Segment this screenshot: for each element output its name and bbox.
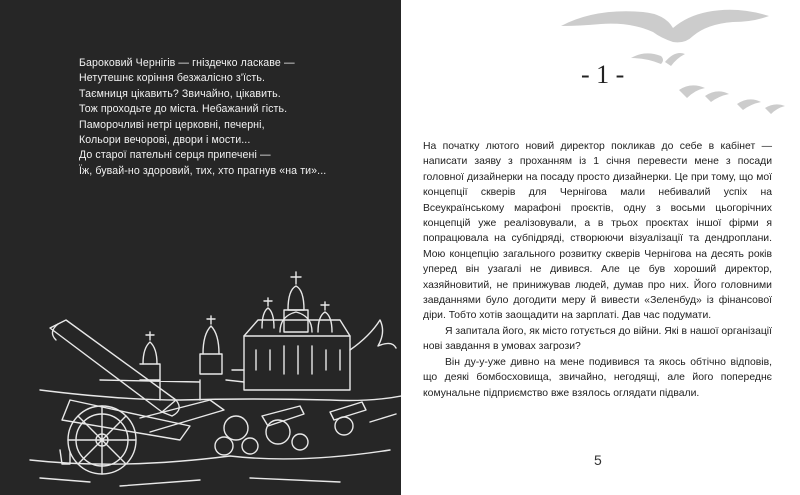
- poem-line: До старої пательні серця припечені —: [79, 149, 271, 162]
- seagull-icon: [737, 99, 761, 110]
- seagull-icon: [705, 91, 729, 102]
- page-number: 5: [594, 452, 602, 468]
- poem-line: Таємниця цікавить? Звичайно, цікавить.: [79, 87, 281, 100]
- seagull-icon: [765, 104, 785, 114]
- poem-line: Паморочливі нетрі церковні, печерні,: [79, 118, 265, 131]
- poem-line: Тож проходьте до міста. Небажаний гість.: [79, 103, 288, 116]
- poem-line: Їж, бувай-но здоровий, тих, хто прагнув «на ти»...: [79, 164, 327, 177]
- seagull-icon: [631, 53, 663, 64]
- seagull-icon: [561, 10, 769, 43]
- paragraph: На початку лютого новий директор покликав до себе в кабінет — написати заяву з проханням із 1 січня перевести мене з посади головної дизайнерки на посаду просто дизайнерки. Це при тому, що мої концепції скверів для Чернігова мали небивалий успіх на Всеукраїнському марафоні проєктів, одну з восьми цьогорічних концепцій уже реалізовували, а в трьох проєктах іншої фірми я попрацювала на субпідряді, створюючи візуалізації та дендроплани. Мою концепцію загального розвитку скверів Чернігова на десять років уперед він узагалі не дивився. Але це був хороший директор, хазяйновитий, не принижував людей, думав про них. Його головними завданнями було догодити меру й вивести «Зеленбуд» із фінансової діри. Тобто хотів заощадити на зарплаті. Дав час подумати.: [423, 141, 772, 322]
- right-page: [401, 0, 800, 495]
- chapter-number: - 1 -: [581, 60, 625, 89]
- seagull-icon: [665, 53, 685, 66]
- seagull-icon: [679, 85, 705, 98]
- poem-line: Бароковий Чернігів — гніздечко ласкаве —: [79, 57, 295, 69]
- poem-line: Кольори вечорові, двори і мости...: [79, 134, 251, 147]
- paragraph: Я запитала його, як місто готується до війни. Які в нашої організації нові завдання в умовах загрози?: [423, 325, 772, 353]
- chapter-text: [423, 139, 772, 401]
- paragraph: Він ду-у-уже дивно на мене подивився та якось обтічно відповів, що деякі бомбосховища, звичайно, негодящі, але його попереднє комунальне підприємство вже взялось оглядати підвали.: [423, 356, 772, 399]
- city-cannon-sketch: [0, 250, 401, 495]
- poem-epigraph: [79, 56, 326, 179]
- poem-line: Нетутешнє коріння безжалісно з'їсть.: [79, 72, 266, 85]
